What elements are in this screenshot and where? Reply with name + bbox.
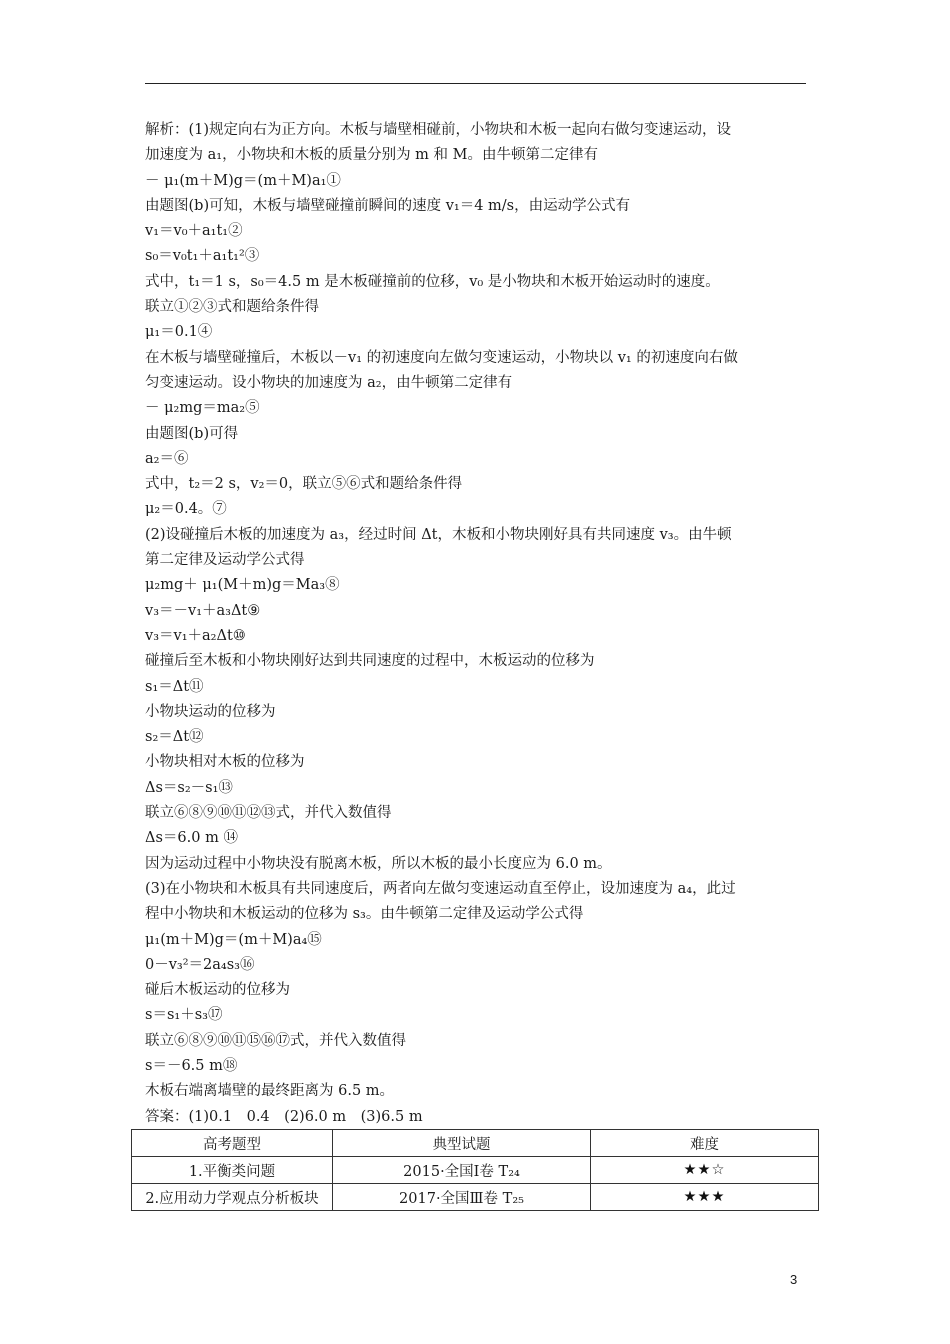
text-line: s₁＝Δt⑪ — [145, 678, 204, 695]
header-cell: 高考题型 — [132, 1130, 333, 1157]
text-line: － μ₂mg＝ma₂⑤ — [145, 400, 260, 417]
table-row — [132, 1157, 819, 1184]
text-line: － μ₁(m＋M)g＝(m＋M)a₁① — [145, 172, 341, 189]
table-cell: 1.平衡类问题 — [132, 1157, 333, 1184]
table-cell: 2015·全国Ⅰ卷 T₂₄ — [333, 1157, 591, 1184]
text-line: 式中，t₂＝2 s，v₂＝0，联立⑤⑥式和题给条件得 — [145, 476, 463, 493]
text-line: 0－v₃²＝2a₄s₃⑯ — [145, 956, 255, 973]
page-number: 3 — [790, 1272, 798, 1287]
difficulty-stars: ★★★ — [591, 1184, 819, 1211]
text-line: 因为运动过程中小物块没有脱离木板，所以木板的最小长度应为 6.0 m。 — [145, 855, 612, 872]
text-line: Δs＝s₂－s₁⑬ — [145, 779, 233, 796]
text-line: 碰后木板运动的位移为 — [145, 982, 290, 999]
text-line: 木板右端离墙壁的最终距离为 6.5 m。 — [145, 1083, 395, 1100]
difficulty-stars: ★★☆ — [591, 1157, 819, 1184]
text-line: 式中，t₁＝1 s，s₀＝4.5 m 是木板碰撞前的位移，v₀ 是小物块和木板开始运动时的速度。 — [145, 273, 720, 290]
text-line: s₂＝Δt⑫ — [145, 729, 204, 746]
exam-type-table — [131, 1129, 819, 1211]
text-line: (2)设碰撞后木板的加速度为 a₃，经过时间 Δt，木板和小物块刚好具有共同速度 v₃。由牛顿 — [145, 526, 732, 543]
text-line: v₃＝v₁＋a₂Δt⑩ — [145, 627, 246, 644]
text-line: 联立⑥⑧⑨⑩⑪⑫⑬式，并代入数值得 — [145, 805, 392, 822]
text-line: v₁＝v₀＋a₁t₁② — [145, 223, 243, 240]
text-line: s＝－6.5 m⑱ — [145, 1057, 238, 1074]
text-line: s＝s₁＋s₃⑰ — [145, 1007, 223, 1024]
text-line: 加速度为 a₁，小物块和木板的质量分别为 m 和 M。由牛顿第二定律有 — [145, 147, 598, 164]
text-line: μ₂＝0.4。⑦ — [145, 501, 227, 518]
text-line: 由题图(b)可得 — [145, 425, 239, 442]
header-rule — [145, 83, 806, 84]
header-cell: 典型试题 — [333, 1130, 591, 1157]
text-line: μ₂mg＋ μ₁(M＋m)g＝Ma₃⑧ — [145, 577, 340, 594]
table-cell: 2017·全国Ⅲ卷 T₂₅ — [333, 1184, 591, 1211]
text-line: 程中小物块和木板运动的位移为 s₃。由牛顿第二定律及运动学公式得 — [145, 906, 584, 923]
text-line: 碰撞后至木板和小物块刚好达到共同速度的过程中，木板运动的位移为 — [145, 653, 595, 670]
answer-line: 答案：(1)0.1 0.4 (2)6.0 m (3)6.5 m — [145, 1108, 423, 1125]
text-line: 第二定律及运动学公式得 — [145, 552, 305, 569]
text-line: 解析：(1)规定向右为正方向。木板与墙壁相碰前，小物块和木板一起向右做匀变速运动，设 — [145, 122, 732, 138]
text-line: 在木板与墙壁碰撞后，木板以－v₁ 的初速度向左做匀变速运动，小物块以 v₁ 的初速度向右做 — [145, 349, 738, 366]
text-line: 由题图(b)可知，木板与墙壁碰撞前瞬间的速度 v₁＝4 m/s，由运动学公式有 — [145, 197, 631, 214]
text-line: Δs＝6.0 m ⑭ — [145, 830, 238, 847]
solution-text — [145, 118, 815, 1130]
text-line: 小物块运动的位移为 — [145, 703, 276, 720]
text-line: a₂＝⑥ — [145, 450, 189, 467]
text-line: s₀＝v₀t₁＋a₁t₁²③ — [145, 248, 260, 265]
text-line: 联立⑥⑧⑨⑩⑪⑮⑯⑰式，并代入数值得 — [145, 1032, 406, 1049]
header-cell: 难度 — [591, 1130, 819, 1157]
table-cell: 2.应用动力学观点分析板块 — [132, 1184, 333, 1211]
text-line: 匀变速运动。设小物块的加速度为 a₂，由牛顿第二定律有 — [145, 374, 513, 391]
table-row — [132, 1184, 819, 1211]
table-header-row — [132, 1130, 819, 1157]
text-line: μ₁(m＋M)g＝(m＋M)a₄⑮ — [145, 931, 322, 948]
text-line: v₃＝－v₁＋a₃Δt⑨ — [145, 602, 261, 619]
text-line: 小物块相对木板的位移为 — [145, 754, 305, 771]
text-line: 联立①②③式和题给条件得 — [145, 299, 319, 316]
text-line: μ₁＝0.1④ — [145, 324, 213, 341]
text-line: (3)在小物块和木板具有共同速度后，两者向左做匀变速运动直至停止，设加速度为 a₄，此过 — [145, 880, 736, 897]
